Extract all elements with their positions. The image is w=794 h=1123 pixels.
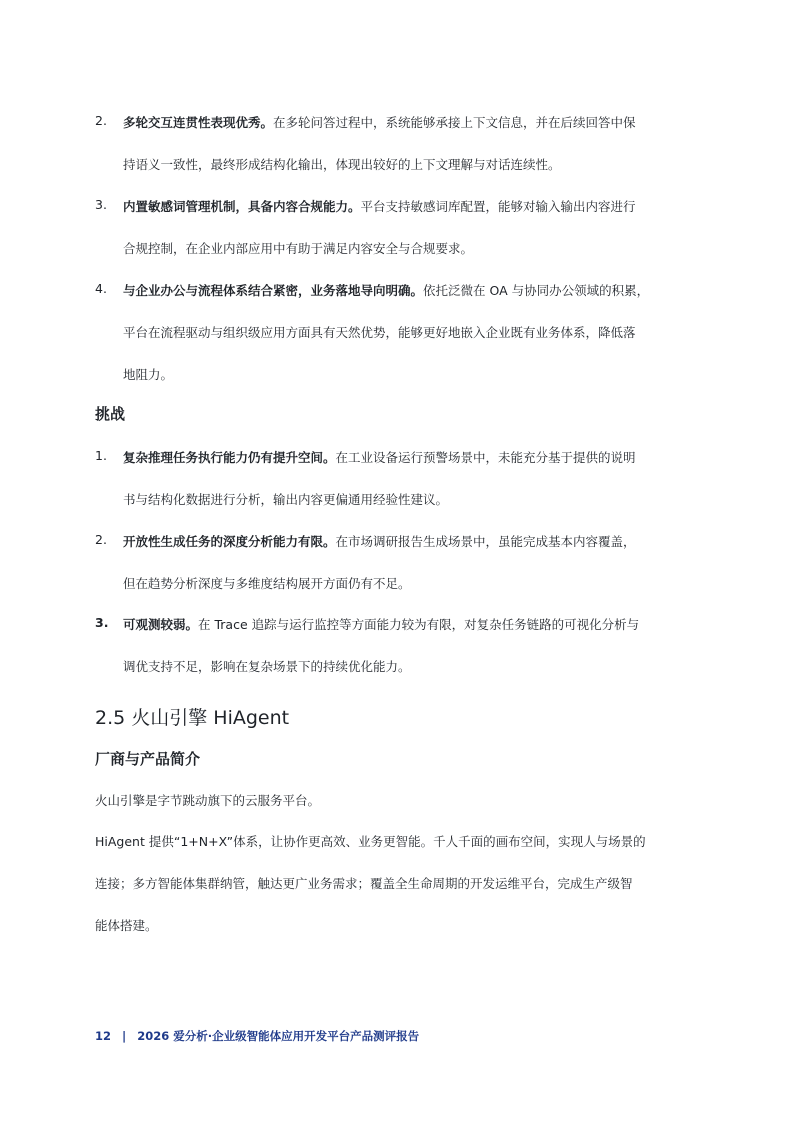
section-heading: 2.5 火山引擎 HiAgent: [95, 707, 290, 729]
item-bold-lead: 多轮交互连贯性表现优秀。: [123, 115, 274, 130]
item-number: 1.: [95, 448, 107, 463]
item-number: 2.: [95, 113, 107, 128]
item-text-continued: 持语义一致性，最终形成结构化输出，体现出较好的上下文理解与对话连续性。: [123, 157, 561, 172]
item-text-continued: 平台在流程驱动与组织级应用方面具有天然优势，能够更好地嵌入企业既有业务体系，降低落: [123, 325, 636, 340]
paragraph-line: 能体搭建。: [95, 918, 158, 933]
paragraph-line: 火山引擎是字节跳动旗下的云服务平台。: [95, 793, 321, 808]
paragraph-line: HiAgent 提供“1+N+X”体系，让协作更高效、业务更智能。千人千面的画布空间，实现人与场景的: [95, 834, 646, 849]
item-number: 3.: [95, 615, 109, 630]
item-text: 在工业设备运行预警场景中，未能充分基于提供的说明: [335, 450, 636, 465]
item-text-continued: 但在趋势分析深度与多维度结构展开方面仍有不足。: [123, 576, 411, 591]
item-text-continued: 书与结构化数据进行分析，输出内容更偏通用经验性建议。: [123, 492, 449, 507]
item-bold-lead: 内置敏感词管理机制，具备内容合规能力。: [123, 199, 361, 214]
item-number: 4.: [95, 281, 107, 296]
item-text: 平台支持敏感词库配置，能够对输入输出内容进行: [360, 199, 636, 214]
page-number: 12: [95, 1029, 112, 1043]
vendor-heading: 厂商与产品简介: [95, 750, 201, 768]
vendor-description-paragraph: [95, 832, 700, 958]
vendor-intro-paragraph: [95, 791, 700, 833]
item-number: 3.: [95, 197, 107, 212]
item-bold-lead: 开放性生成任务的深度分析能力有限。: [123, 534, 336, 549]
report-title: 2026 爱分析·企业级智能体应用开发平台产品测评报告: [137, 1029, 420, 1043]
page-footer: [95, 1028, 419, 1044]
item-text: 在市场调研报告生成场景中，虽能完成基本内容覆盖，: [335, 534, 636, 549]
item-bold-lead: 与企业办公与流程体系结合紧密，业务落地导向明确。: [123, 283, 424, 298]
item-text-continued: 合规控制，在企业内部应用中有助于满足内容安全与合规要求。: [123, 241, 474, 256]
challenges-heading: 挑战: [95, 405, 126, 423]
item-bold-lead: 复杂推理任务执行能力仍有提升空间。: [123, 450, 336, 465]
paragraph-line: 连接；多方智能体集群纳管，触达更广业务需求；覆盖全生命周期的开发运维平台，完成生产级智: [95, 876, 633, 891]
item-text-continued: 地阻力。: [123, 367, 174, 382]
item-number: 2.: [95, 532, 107, 547]
item-text: 依托泛微在 OA 与协同办公领域的积累，: [423, 283, 650, 298]
item-bold-lead: 可观测较弱。: [123, 617, 199, 632]
item-text: 在 Trace 追踪与运行监控等方面能力较为有限，对复杂任务链路的可视化分析与: [198, 617, 640, 632]
item-text: 在多轮问答过程中，系统能够承接上下文信息，并在后续回答中保: [273, 115, 636, 130]
item-text-continued: 调优支持不足，影响在复杂场景下的持续优化能力。: [123, 659, 411, 674]
footer-separator: |: [122, 1029, 127, 1043]
